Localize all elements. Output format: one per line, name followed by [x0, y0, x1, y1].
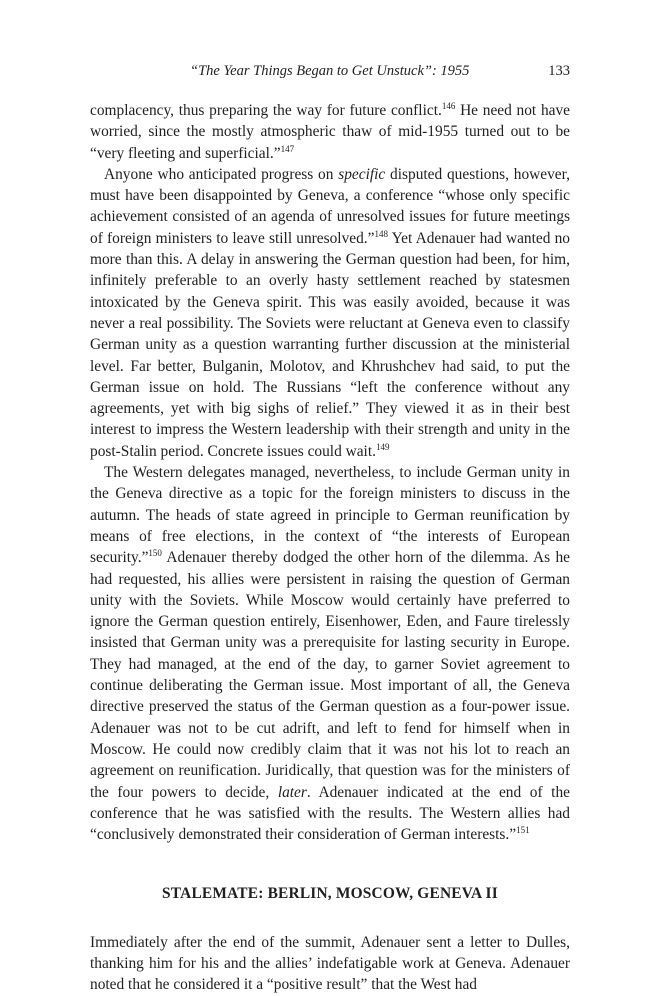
paragraph-text: Anyone who anticipated progress on [104, 165, 339, 183]
footnote-marker: 147 [280, 143, 295, 154]
paragraph-text: Yet Adenauer had wanted no more than this. A delay in answering the German question had been, for him, infinitely preferable to an overly hasty settlement reached by statesmen intoxicated by the Geneva spirit. This was easily avoided, because it was never a real possibility. The Soviets were reluctant at Geneva even to classify German unity as a question warranting further discussion at the ministerial level. Far better, Bulganin, Molotov, and Khrushchev had said, to put the German issue on hold. The Russians “left the conference without any agreements, yet with big sighs of relief.” They viewed it as in their best interest to impress the Western leadership with their strength and unity in the post-Stalin period. Concrete issues could wait. [90, 229, 570, 460]
paragraph-text: Adenauer thereby dodged the other horn of the dilemma. As he had requested, his allies were persistent in raising the question of German unity with the Soviets. While Moscow would certainly have preferred to ignore the German question entirely, Eisenhower, Eden, and Faure tirelessly insisted that German unity was a prerequisite for lasting security in Europe. They had managed, at the end of the day, to garner Soviet agreement to continue deliberating the German issue. Most important of all, the Geneva directive preserved the status of the German question as a four-power issue. Adenauer was not to be cut adrift, and left to fend for himself when in Moscow. He could now credibly claim that it was not his lot to reach an agreement on reunification. Juridically, that question was for the ministers of the four powers to decide, [90, 549, 570, 801]
paragraph-text: The Western delegates managed, nevertheless, to include German unity in the Geneva directive as a topic for the foreign ministers to discuss in the autumn. The heads of state agreed in principle to German reunification by means of free elections, in the context of “the interests of European security.” [90, 464, 570, 567]
page-number: 133 [548, 63, 570, 79]
paragraph [90, 462, 570, 845]
paragraph [90, 100, 570, 164]
paragraph-text: Immediately after the end of the summit, Adenauer sent a letter to Dulles, thanking him for his and the allies’ indefatigable work at Geneva. Adenauer noted that he considered it a “positive result” that the West had [90, 933, 570, 994]
footnote-marker: 146 [441, 101, 456, 111]
footnote-marker: 148 [374, 228, 388, 239]
paragraph [90, 932, 570, 996]
running-head [90, 63, 570, 85]
footnote-marker: 150 [148, 548, 162, 559]
footnote-marker: 149 [375, 441, 390, 452]
emphasis-text: specific [338, 165, 386, 183]
emphasis-text: later [277, 783, 307, 801]
footnote-marker: 151 [516, 825, 530, 836]
paragraph-text: He need not have worried, since the mostly atmospheric thaw of mid-1955 turned out to be “very fleeting and superficial.” [90, 102, 570, 162]
paragraph-text: disputed questions, however, must have been disappointed by Geneva, a conference “whose only specific achievement consisted of an agenda of unresolved issues for future meetings of foreign ministers to leave still unresolved.” [90, 165, 570, 247]
body-text [90, 100, 570, 996]
paragraph-text: . Adenauer indicated at the end of the conference that he was satisfied with the results. The Western allies had “conclusively demonstrated their consideration of German interests.” [90, 783, 570, 844]
paragraph-text: complacency, thus preparing the way for future conflict. [90, 102, 442, 119]
running-title: “The Year Things Began to Get Unstuck”: 1955 [190, 63, 470, 79]
paragraph [90, 164, 570, 462]
section-heading: STALEMATE: BERLIN, MOSCOW, GENEVA II [162, 885, 498, 903]
